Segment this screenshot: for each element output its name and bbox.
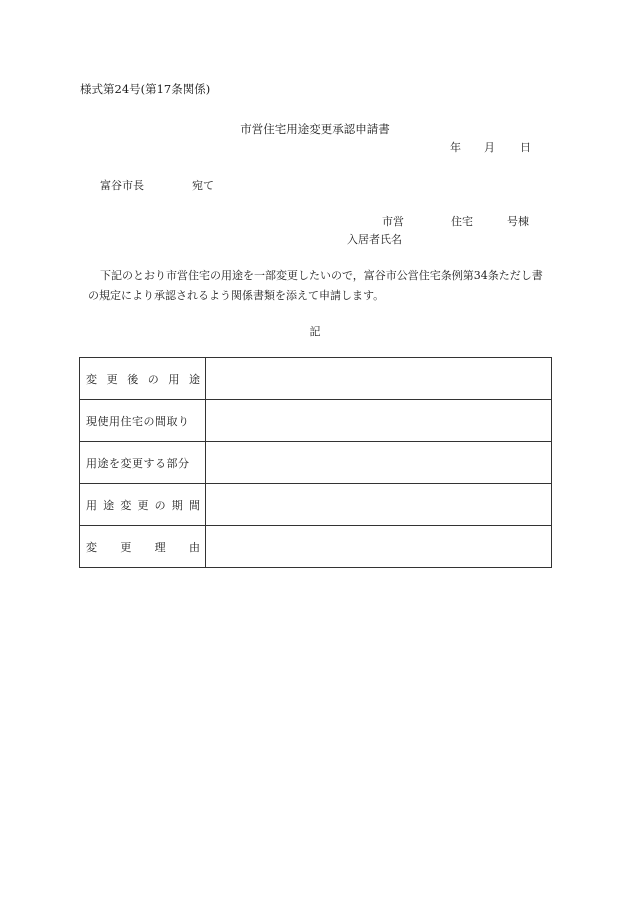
- body-line-2: の規定により承認されるよう関係書類を添えて申請します。: [88, 289, 385, 302]
- address-housing: 住宅: [451, 215, 473, 228]
- resident-name-label: 入居者氏名: [347, 233, 402, 246]
- change-reason-value-cell[interactable]: [206, 526, 552, 568]
- document-title: 市営住宅用途変更承認申請書: [240, 122, 390, 136]
- address-building: 号棟: [507, 215, 529, 228]
- date-day: 日: [520, 141, 531, 154]
- address-city-housing: 市営: [382, 215, 404, 228]
- date-month: 月: [484, 141, 495, 154]
- changed-portion-label-cell: [80, 442, 206, 484]
- change-reason-label-cell: [80, 526, 206, 568]
- current-floor-plan-label: 現 使 用 住 宅 の 間 取 り: [86, 414, 190, 428]
- changed-portion-label: 用 途 を 変 更 す る 部 分: [86, 456, 190, 470]
- table-row: [80, 400, 552, 442]
- current-floor-plan-value-cell[interactable]: [206, 400, 552, 442]
- usage-after-change-value-cell[interactable]: [206, 358, 552, 400]
- ki-heading: 記: [309, 325, 321, 338]
- usage-after-change-label: 変 更 後 の 用 途: [86, 372, 200, 386]
- change-period-label: 用 途 変 更 の 期 間: [86, 498, 200, 512]
- date-year: 年: [450, 141, 461, 154]
- table-row: [80, 442, 552, 484]
- addressee-name: 富谷市長: [100, 179, 144, 192]
- change-period-label-cell: [80, 484, 206, 526]
- body-line-1: 下記のとおり市営住宅の用途を一部変更したいので，富谷市公営住宅条例第34条ただし書: [100, 269, 543, 282]
- current-floor-plan-label-cell: [80, 400, 206, 442]
- application-table: [79, 357, 552, 568]
- change-period-value-cell[interactable]: [206, 484, 552, 526]
- usage-after-change-label-cell: [80, 358, 206, 400]
- table-row: [80, 526, 552, 568]
- table-row: [80, 484, 552, 526]
- body-text: [88, 266, 543, 306]
- change-reason-label: 変 更 理 由: [86, 540, 200, 554]
- form-number: 様式第24号(第17条関係): [80, 82, 211, 96]
- changed-portion-value-cell[interactable]: [206, 442, 552, 484]
- table-row: [80, 358, 552, 400]
- addressee: [100, 177, 214, 193]
- addressee-honorific: 宛て: [192, 179, 214, 192]
